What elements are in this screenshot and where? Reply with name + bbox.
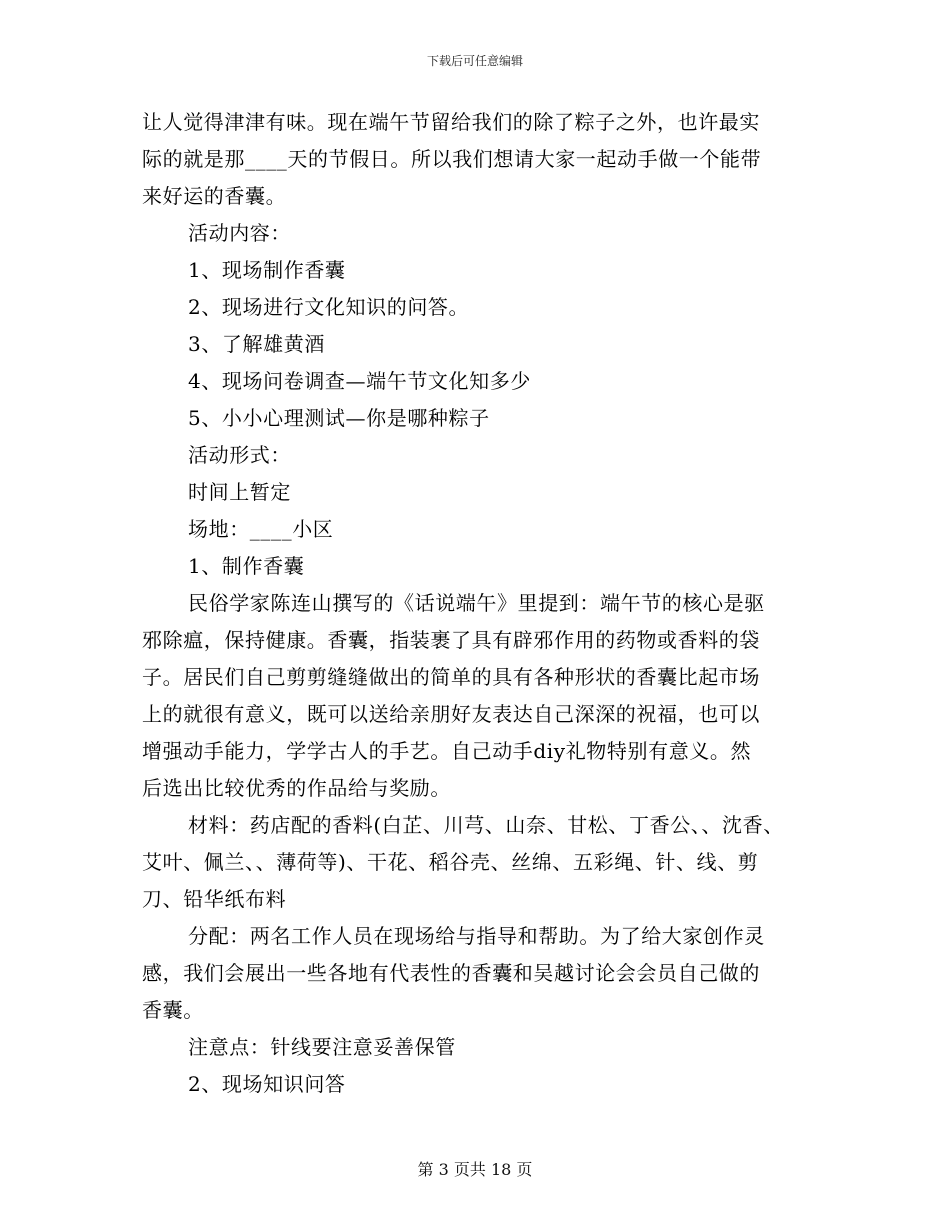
text-line: 3、了解雄黄酒	[188, 332, 325, 356]
text-line: 艾叶、佩兰、、薄荷等)、干花、稻谷壳、丝绵、五彩绳、针、线、剪	[142, 850, 759, 874]
text-line: 分配：两名工作人员在现场给与指导和帮助。为了给大家创作灵	[188, 924, 765, 948]
text-line: 时间上暂定	[188, 480, 291, 504]
text-line: 材料：药店配的香料(白芷、川芎、山奈、甘松、丁香公、、沈香、	[188, 813, 784, 837]
text-line: 2、现场进行文化知识的问答。	[188, 295, 470, 319]
text-line: 后选出比较优秀的作品给与奖励。	[142, 776, 451, 800]
text-line: 1、现场制作香囊	[188, 258, 346, 282]
document-body	[142, 104, 842, 1103]
text-line: 2、现场知识问答	[188, 1072, 346, 1096]
text-line: 4、现场问卷调查—端午节文化知多少	[188, 369, 531, 393]
text-line: 来好运的香囊。	[142, 184, 287, 208]
page-footer: 第 3 页共 18 页	[417, 1160, 533, 1179]
page-header: 下载后可任意编辑	[426, 54, 523, 68]
text-line: 香囊。	[142, 998, 204, 1022]
text-line: 活动形式：	[188, 443, 291, 467]
text-line: 场地：____小区	[188, 517, 334, 541]
text-line: 1、制作香囊	[188, 554, 305, 578]
text-line: 上的就很有意义，既可以送给亲朋好友表达自己深深的祝福，也可以	[142, 702, 760, 726]
text-line: 子。居民们自己剪剪缝缝做出的简单的具有各种形状的香囊比起市场	[142, 665, 760, 689]
text-line: 增强动手能力，学学古人的手艺。自己动手diy礼物特别有意义。然	[142, 739, 752, 763]
text-line: 感，我们会展出一些各地有代表性的香囊和吴越讨论会会员自己做的	[142, 961, 760, 985]
text-line: 活动内容：	[188, 221, 291, 245]
text-line: 邪除瘟，保持健康。香囊，指装裹了具有辟邪作用的药物或香料的袋	[142, 628, 760, 652]
text-line: 注意点：针线要注意妥善保管	[188, 1035, 456, 1059]
text-line: 民俗学家陈连山撰写的《话说端午》里提到：端午节的核心是驱	[188, 591, 765, 615]
text-line: 际的就是那____天的节假日。所以我们想请大家一起动手做一个能带	[142, 147, 762, 171]
text-line: 让人觉得津津有味。现在端午节留给我们的除了粽子之外，也许最实	[142, 110, 760, 134]
text-line: 刀、铅华纸布料	[142, 887, 287, 911]
text-line: 5、小小心理测试—你是哪种粽子	[188, 406, 490, 430]
